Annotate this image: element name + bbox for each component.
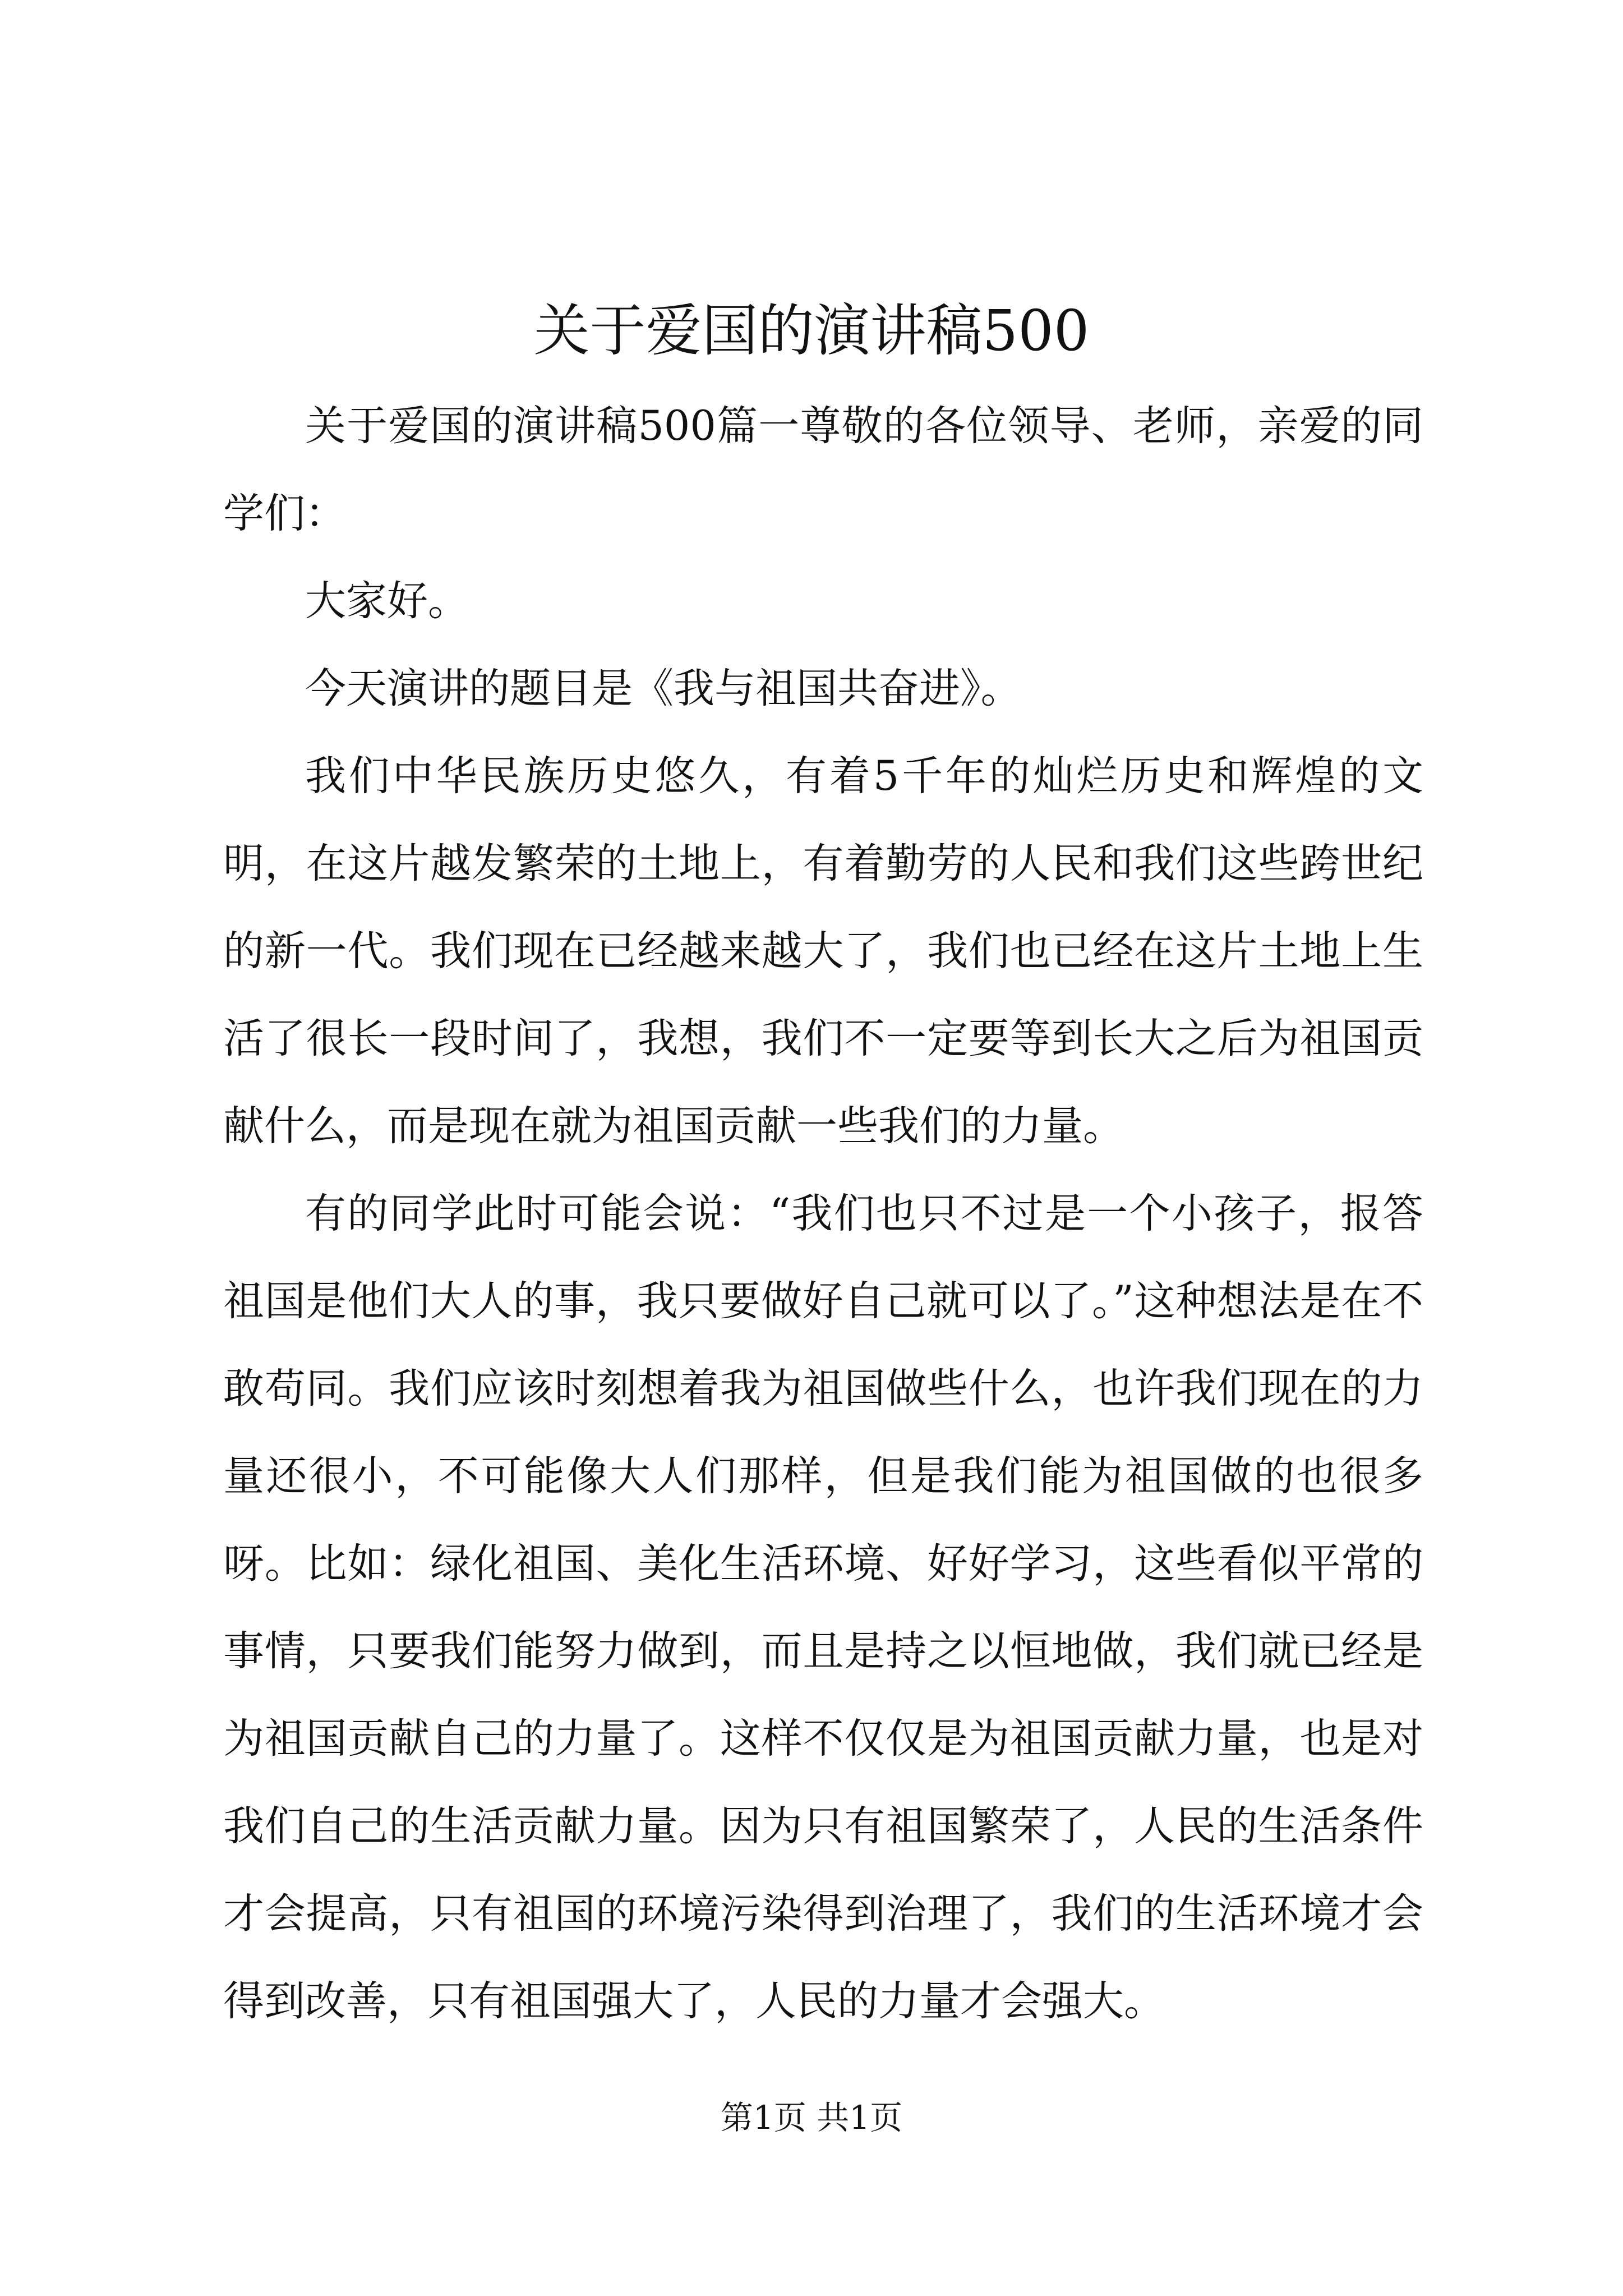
paragraph-history: 我们中华民族历史悠久，有着5千年的灿烂历史和辉煌的文明，在这片越发繁荣的土地上，有着勤劳的人民和我们这些跨世纪的新一代。我们现在已经越来越大了，我们也已经在这片土地上生活了很长一段时间了，我想，我们不一定要等到长大之后为祖国贡献什么，而是现在就为祖国贡献一些我们的力量。 xyxy=(223,752,1423,1150)
document-title: 关于爱国的演讲稿500 xyxy=(533,298,1090,364)
paragraph-contribution: 有的同学此时可能会说：“我们也只不过是一个小孩子，报答祖国是他们大人的事，我只要做好自己就可以了。”这种想法是在不敢苟同。我们应该时刻想着我为祖国做些什么，也许我们现在的力量还很小，不可能像大人们那样，但是我们能为祖国做的也很多呀。比如：绿化祖国、美化生活环境、好好学习，这些看似平常的事情，只要我们能努力做到，而且是持之以恒地做，我们就已经是为祖国贡献自己的力量了。这样不仅仅是为祖国贡献力量，也是对我们自己的生活贡献力量。因为只有祖国繁荣了，人民的生活条件才会提高，只有祖国的环境污染得到治理了，我们的生活环境才会得到改善，只有祖国强大了，人民的力量才会强大。 xyxy=(223,1190,1423,2025)
page-footer: 第1页 共1页 xyxy=(720,2099,903,2137)
paragraph-greeting: 关于爱国的演讲稿500篇一尊敬的各位领导、老师，亲爱的同学们： xyxy=(223,402,1423,537)
paragraph-topic: 今天演讲的题目是《我与祖国共奋进》。 xyxy=(305,665,1022,712)
paragraph-hello: 大家好。 xyxy=(305,577,469,625)
document-body xyxy=(223,383,1423,2045)
